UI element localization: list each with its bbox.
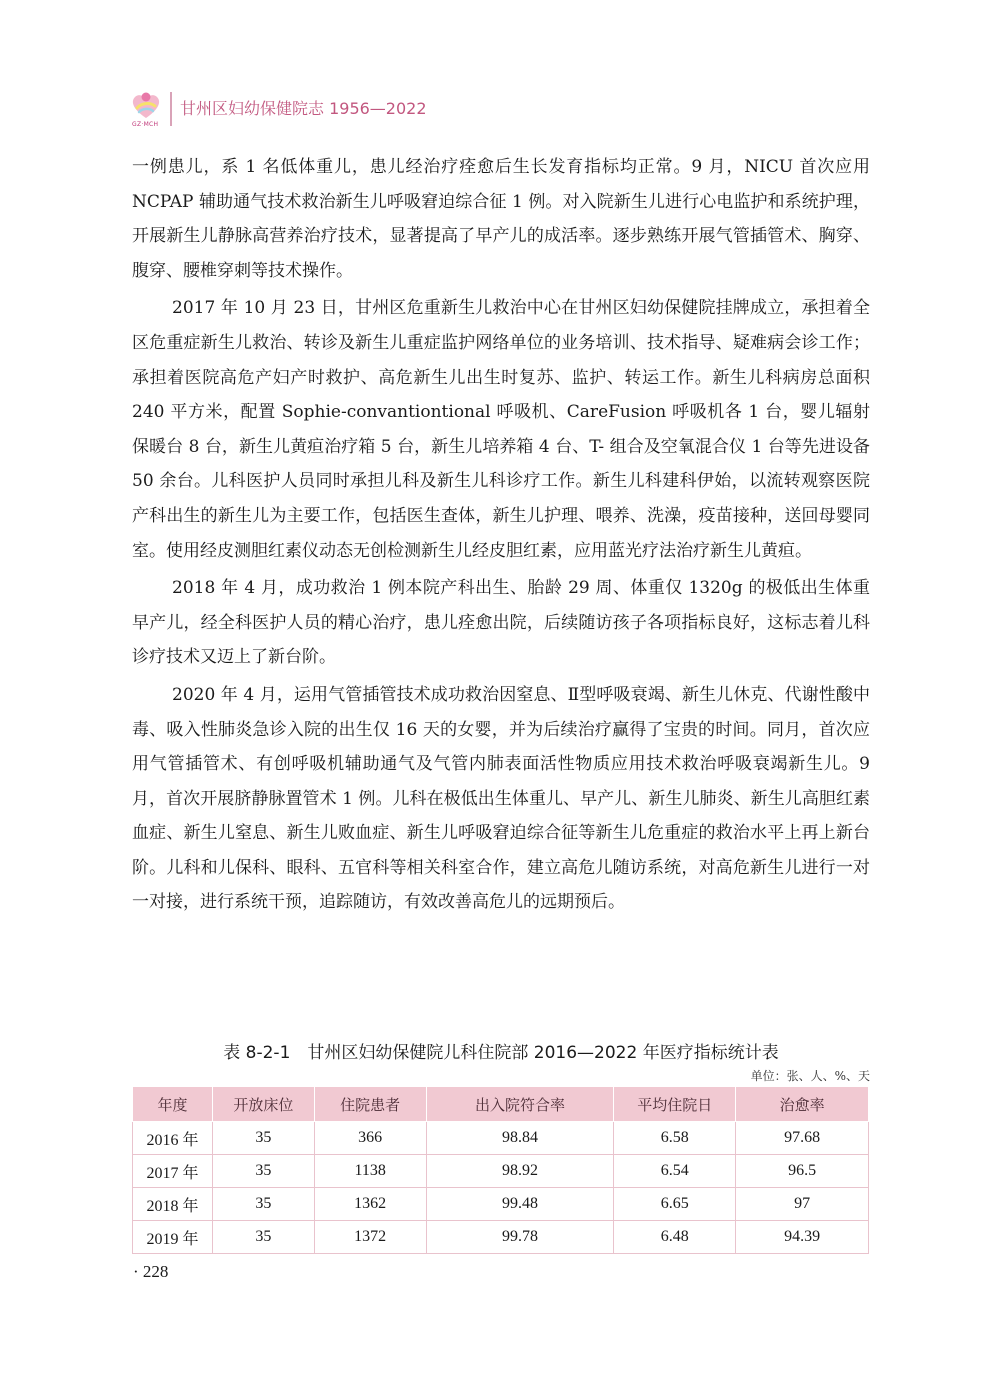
running-title: 甘州区妇幼保健院志 1956—2022: [180, 99, 427, 118]
cell-year: 2016 年: [133, 1122, 213, 1155]
cell-beds: 35: [212, 1221, 314, 1254]
cell-match-rate: 98.84: [426, 1122, 614, 1155]
paragraph-2: 2017 年 10 月 23 日，甘州区危重新生儿救治中心在甘州区妇幼保健院挂牌成立，承担着全区危重症新生儿救治、转诊及新生儿重症监护网络单位的业务培训、技术指导、疑难病会诊工作；承担着医院高危产妇产时救护、高危新生儿出生时复苏、监护、转运工作。新生儿科病房总面积 240 平方米，配置 Sophie-convantiontional 呼吸机、CareFusion 呼吸机各 1 台，婴儿辐射保暖台 8 台，新生儿黄疸治疗箱 5 台，新生儿培养箱 4 台、T- 组合及空氧混合仪 1 台等先进设备 50 余台。儿科医护人员同时承担儿科及新生儿科诊疗工作。新生儿科建科伊始，以流转观察医院产科出生的新生儿为主要工作，包括医生查体，新生儿护理、喂养、洗澡，疫苗接种，送回母婴同室。使用经皮测胆红素仪动态无创检测新生儿经皮胆红素，应用蓝光疗法治疗新生儿黄疸。: [132, 298, 870, 561]
header-average-stay: 平均住院日: [614, 1087, 736, 1122]
cell-cure-rate: 97.68: [736, 1122, 869, 1155]
table-row: [133, 1122, 869, 1155]
statistics-table: [132, 1086, 869, 1254]
header-divider: [170, 92, 172, 126]
paragraph-3: 2018 年 4 月，成功救治 1 例本院产科出生、胎龄 29 周、体重仅 1320g 的极低出生体重早产儿，经全科医护人员的精心治疗，患儿痊愈出院，后续随访孩子各项指标良好，这标志着儿科诊疗技术又迈上了新台阶。: [132, 578, 870, 668]
cell-beds: 35: [212, 1155, 314, 1188]
header-cure-rate: 治愈率: [736, 1087, 869, 1122]
table-row: [133, 1221, 869, 1254]
cell-average-stay: 6.58: [614, 1122, 736, 1155]
header-year: 年度: [133, 1087, 213, 1122]
cell-inpatients: 366: [314, 1122, 426, 1155]
page-number: · 228: [133, 1262, 169, 1281]
cell-cure-rate: 97: [736, 1188, 869, 1221]
header-beds: 开放床位: [212, 1087, 314, 1122]
header-inpatients: 住院患者: [314, 1087, 426, 1122]
cell-average-stay: 6.48: [614, 1221, 736, 1254]
cell-inpatients: 1138: [314, 1155, 426, 1188]
body-text: [132, 150, 870, 923]
paragraph-1: 一例患儿，系 1 名低体重儿，患儿经治疗痊愈后生长发育指标均正常。9 月，NICU 首次应用 NCPAP 辅助通气技术救治新生儿呼吸窘迫综合征 1 例。对入院新生儿进行心电监护和系统护理，开展新生儿静脉高营养治疗技术，显著提高了早产儿的成活率。逐步熟练开展气管插管术、胸穿、腹穿、腰椎穿刺等技术操作。: [132, 157, 870, 281]
cell-average-stay: 6.54: [614, 1155, 736, 1188]
header-diagnosis-match-rate: 出入院符合率: [426, 1087, 614, 1122]
cell-beds: 35: [212, 1188, 314, 1221]
cell-year: 2017 年: [133, 1155, 213, 1188]
table-caption: 表 8-2-1 甘州区妇幼保健院儿科住院部 2016—2022 年医疗指标统计表: [223, 1043, 779, 1063]
cell-average-stay: 6.65: [614, 1188, 736, 1221]
logo-caption: GZ·MCH: [132, 121, 159, 128]
cell-inpatients: 1372: [314, 1221, 426, 1254]
table-row: [133, 1155, 869, 1188]
cell-inpatients: 1362: [314, 1188, 426, 1221]
cell-cure-rate: 96.5: [736, 1155, 869, 1188]
cell-year: 2018 年: [133, 1188, 213, 1221]
paragraph-4: 2020 年 4 月，运用气管插管技术成功救治因窒息、Ⅱ型呼吸衰竭、新生儿休克、代谢性酸中毒、吸入性肺炎急诊入院的出生仅 16 天的女婴，并为后续治疗赢得了宝贵的时间。同月，首次应用气管插管术、有创呼吸机辅助通气及气管内肺表面活性物质应用技术救治呼吸衰竭新生儿。9 月，首次开展脐静脉置管术 1 例。儿科在极低出生体重儿、早产儿、新生儿肺炎、新生儿高胆红素血症、新生儿窒息、新生儿败血症、新生儿呼吸窘迫综合征等新生儿危重症的救治水平上再上新台阶。儿科和儿保科、眼科、五官科等相关科室合作，建立高危儿随访系统，对高危新生儿进行一对一对接，进行系统干预，追踪随访，有效改善高危儿的远期预后。: [132, 684, 870, 913]
cell-year: 2019 年: [133, 1221, 213, 1254]
cell-beds: 35: [212, 1122, 314, 1155]
cell-match-rate: 98.92: [426, 1155, 614, 1188]
table-unit-note: 单位：张、人、%、天: [750, 1069, 870, 1083]
table-header-row: [133, 1087, 869, 1122]
table-row: [133, 1188, 869, 1221]
cell-match-rate: 99.78: [426, 1221, 614, 1254]
cell-cure-rate: 94.39: [736, 1221, 869, 1254]
cell-match-rate: 99.48: [426, 1188, 614, 1221]
